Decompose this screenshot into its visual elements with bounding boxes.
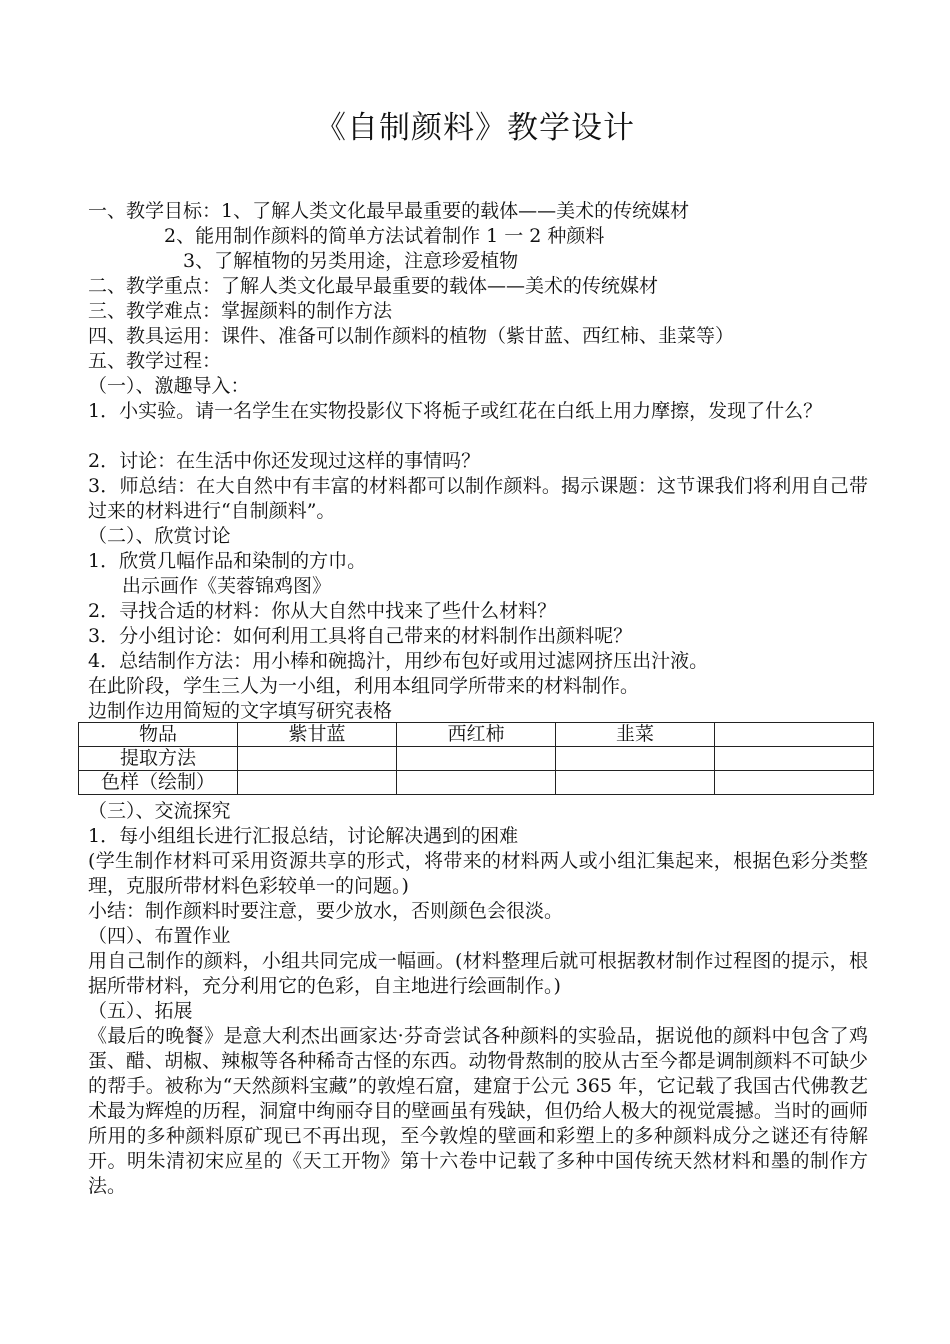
section-2-item-4: 4．总结制作方法：用小棒和碗捣汁，用纱布包好或用过滤网挤压出汁液。 bbox=[88, 650, 709, 672]
section-2-item-3: 3．分小组讨论：如何利用工具将自己带来的材料制作出颜料呢？ bbox=[88, 625, 633, 647]
section-2-item-1-detail: 出示画作《芙蓉锦鸡图》 bbox=[122, 575, 332, 597]
section-2-heading: （二）、欣赏讨论 bbox=[88, 525, 231, 547]
table-cell bbox=[556, 747, 715, 771]
table-cell bbox=[397, 771, 556, 795]
section-2-table-intro: 边制作边用简短的文字填写研究表格 bbox=[88, 700, 393, 722]
section-1-item-1: 1．小实验。请一名学生在实物投影仪下将栀子或红花在白纸上用力摩擦，发现了什么？ bbox=[88, 400, 823, 422]
goal-1: 一、教学目标：1、了解人类文化最早最重要的载体——美术的传统媒材 bbox=[88, 200, 690, 222]
tools: 四、教具运用：课件、准备可以制作颜料的植物（紫甘蓝、西红柿、韭菜等） bbox=[88, 325, 735, 347]
table-cell bbox=[715, 771, 874, 795]
section-3-heading: （三）、交流探究 bbox=[88, 800, 231, 822]
table-cell bbox=[238, 771, 397, 795]
table-header-cell: 西红柿 bbox=[397, 723, 556, 747]
section-1-item-3: 3．师总结：在大自然中有丰富的材料都可以制作颜料。揭示课题：这节课我们将利用自己带过来的材料进行“自制颜料”。 bbox=[88, 475, 868, 522]
table-cell bbox=[238, 747, 397, 771]
table-cell bbox=[397, 747, 556, 771]
table-cell bbox=[556, 771, 715, 795]
section-2-note: 在此阶段，学生三人为一小组，利用本组同学所带来的材料制作。 bbox=[88, 675, 640, 697]
section-3-note: (学生制作材料可采用资源共享的形式，将带来的材料两人或小组汇集起来，根据色彩分类整理，克服所带材料色彩较单一的问题。) bbox=[88, 850, 868, 897]
table-row bbox=[79, 747, 874, 771]
key-point: 二、教学重点：了解人类文化最早最重要的载体——美术的传统媒材 bbox=[88, 275, 659, 297]
goal-3: 3、了解植物的另类用途，注意珍爱植物 bbox=[183, 250, 519, 272]
goal-2: 2、能用制作颜料的简单方法试着制作 1 一 2 种颜料 bbox=[164, 225, 605, 247]
section-5-text: 《最后的晚餐》是意大利杰出画家达·芬奇尝试各种颜料的实验品，据说他的颜料中包含了鸡蛋、醋、胡椒、辣椒等各种稀奇古怪的东西。动物骨熬制的胶从古至今都是调制颜料不可缺少的帮手。被称为“天然颜料宝藏”的敦煌石窟，建窟于公元 365 年，它记载了我国古代佛教艺术最为辉煌的历程，洞窟中绚丽夺目的壁画虽有残缺，但仍给人极大的视觉震撼。当时的画师所用的多种颜料原矿现已不再出现，至今敦煌的壁画和彩塑上的多种颜料成分之谜还有待解开。明朱清初宋应星的《天工开物》第十六卷中记载了多种中国传统天然材料和墨的制作方法。 bbox=[88, 1025, 868, 1197]
section-1-heading: （一）、激趣导入： bbox=[88, 375, 250, 397]
section-3-summary: 小结：制作颜料时要注意，要少放水，否则颜色会很淡。 bbox=[88, 900, 564, 922]
table-header-cell: 紫甘蓝 bbox=[238, 723, 397, 747]
section-4-heading: （四）、布置作业 bbox=[88, 925, 231, 947]
table-header-cell: 韭菜 bbox=[556, 723, 715, 747]
process-heading: 五、教学过程： bbox=[88, 350, 222, 372]
section-5-heading: （五）、拓展 bbox=[88, 1000, 193, 1022]
section-1-item-2: 2．讨论：在生活中你还发现过这样的事情吗？ bbox=[88, 450, 481, 472]
section-3-item-1: 1．每小组组长进行汇报总结，讨论解决遇到的困难 bbox=[88, 825, 519, 847]
table-cell bbox=[715, 747, 874, 771]
table-row bbox=[79, 771, 874, 795]
table-header-cell bbox=[715, 723, 874, 747]
table-cell: 提取方法 bbox=[79, 747, 238, 771]
section-2-item-2: 2．寻找合适的材料：你从大自然中找来了些什么材料？ bbox=[88, 600, 557, 622]
table-cell: 色样（绘制） bbox=[79, 771, 238, 795]
table-header-row bbox=[79, 723, 874, 747]
difficulty: 三、教学难点：掌握颜料的制作方法 bbox=[88, 300, 393, 322]
section-4-text: 用自己制作的颜料，小组共同完成一幅画。(材料整理后就可根据教材制作过程图的提示，根据所带材料，充分利用它的色彩，自主地进行绘画制作。) bbox=[88, 950, 868, 997]
document-title: 《自制颜料》教学设计 bbox=[315, 110, 635, 146]
section-2-item-1: 1．欣赏几幅作品和染制的方巾。 bbox=[88, 550, 367, 572]
research-table bbox=[78, 722, 874, 795]
table-header-cell: 物品 bbox=[79, 723, 238, 747]
